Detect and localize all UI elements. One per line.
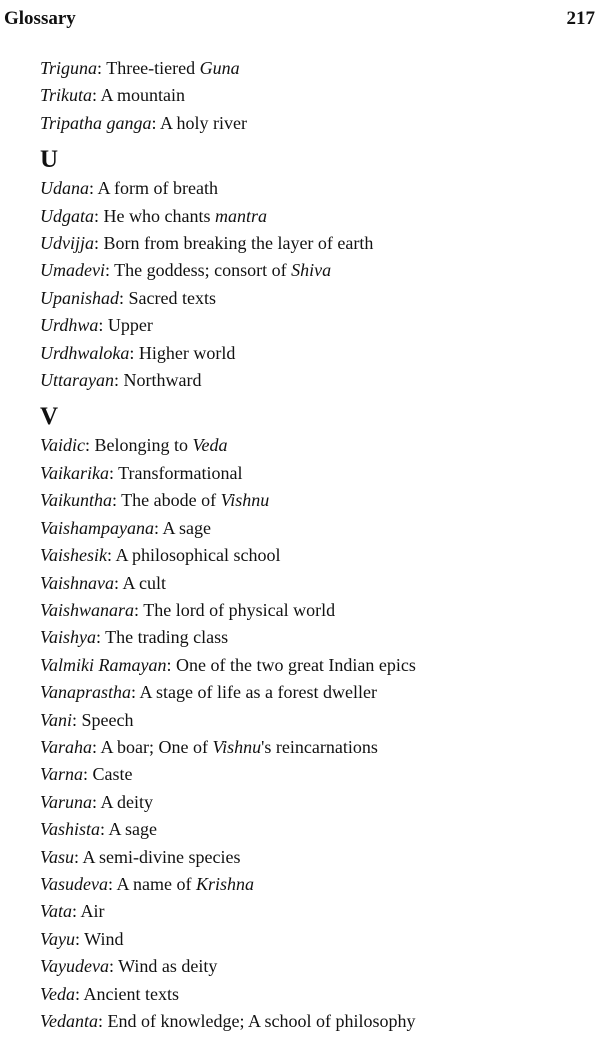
entry-term: Vayu [40, 928, 75, 949]
entry-term: Vaishesik [40, 545, 107, 566]
entry-definition: : Sacred texts [119, 287, 216, 308]
glossary-entry [40, 257, 596, 284]
glossary-entry [40, 487, 596, 514]
entry-definition: : End of knowledge; A school of philosophy [98, 1011, 416, 1031]
glossary-entry [40, 82, 596, 109]
entry-definition: : The abode of [112, 490, 221, 511]
glossary-entry [40, 312, 596, 339]
entry-definition: : Ancient texts [75, 983, 179, 1004]
glossary-entry [40, 432, 596, 459]
glossary-entry [40, 340, 596, 367]
entry-definition: : Wind as deity [108, 956, 218, 977]
entry-definition: : A stage of life as a forest dweller [131, 682, 377, 703]
glossary-entry [40, 203, 596, 230]
glossary-entry [40, 175, 596, 202]
glossary-entry [40, 652, 596, 679]
entry-emphasis: Vishnu [220, 490, 270, 511]
entry-definition: : Higher world [129, 342, 236, 363]
entry-definition: 's reincarnations [261, 736, 378, 757]
entry-term: Veda [40, 983, 75, 1004]
glossary-entry [40, 926, 596, 953]
section-gap [40, 394, 596, 402]
section-gap [40, 137, 596, 145]
entry-term: Vasudeva [40, 873, 108, 894]
entry-term: Udana [40, 178, 89, 199]
entry-definition: : Northward [114, 370, 202, 391]
glossary-entry [40, 953, 596, 980]
glossary-entry [40, 898, 596, 925]
running-title: Glossary [4, 8, 76, 29]
entry-emphasis: Vishnu [212, 736, 262, 757]
glossary-entry [40, 230, 596, 257]
entry-term: Valmiki Ramayan [40, 654, 167, 675]
entry-term: Uttarayan [40, 370, 114, 391]
entry-definition: : Speech [72, 709, 134, 730]
entry-term: Vedanta [40, 1011, 98, 1031]
entry-term: Varuna [40, 791, 93, 812]
glossary-entry [40, 734, 596, 761]
glossary-entry [40, 871, 596, 898]
entry-definition: : Three-tiered [97, 58, 200, 78]
entry-term: Vata [40, 901, 73, 922]
entry-term: Vaishnava [40, 572, 114, 593]
glossary-entry [40, 761, 596, 788]
entry-definition: : Upper [98, 315, 153, 336]
entry-term: Upanishad [40, 287, 120, 308]
entry-term: Vayudeva [40, 956, 109, 977]
entry-term: Udgata [40, 205, 94, 226]
glossary-entry [40, 515, 596, 542]
glossary-entry [40, 460, 596, 487]
entry-definition: : A form of breath [89, 178, 218, 199]
entry-definition: : A name of [107, 873, 196, 894]
page-number: 217 [566, 8, 595, 29]
entry-definition: : A sage [100, 819, 158, 840]
entry-definition: : The lord of physical world [134, 599, 336, 620]
entry-term: Vasu [40, 846, 75, 867]
entry-definition: : Caste [83, 764, 133, 785]
entry-emphasis: mantra [214, 205, 267, 226]
entry-definition: : A mountain [92, 85, 186, 106]
entry-term: Vaishampayana [40, 517, 154, 538]
glossary-entry [40, 679, 596, 706]
glossary-entry [40, 597, 596, 624]
entry-definition: : The trading class [96, 627, 229, 648]
glossary-entry [40, 55, 596, 82]
entry-emphasis: Krishna [195, 873, 255, 894]
entry-term: Vani [40, 709, 73, 730]
entry-definition: : A holy river [151, 112, 248, 133]
glossary-entry [40, 110, 596, 137]
glossary-entry [40, 981, 596, 1008]
entry-term: Tripatha ganga [40, 112, 152, 133]
entry-term: Triguna [40, 58, 98, 78]
entry-term: Umadevi [40, 260, 105, 281]
glossary-entry [40, 707, 596, 734]
glossary-entry [40, 1008, 596, 1035]
entry-definition: : He who chants [94, 205, 215, 226]
entry-definition: : A deity [92, 791, 154, 812]
entry-term: Vaikarika [40, 462, 109, 483]
entry-definition: : A semi-divine species [74, 846, 241, 867]
entry-term: Vaikuntha [40, 490, 112, 511]
entry-definition: : One of the two great Indian epics [166, 654, 416, 675]
glossary-entry [40, 789, 596, 816]
entry-emphasis: Veda [192, 435, 228, 456]
entry-term: Vaidic [40, 435, 85, 456]
page-header [0, 0, 600, 40]
entry-term: Vashista [40, 819, 101, 840]
entry-term: Varna [40, 764, 84, 785]
entry-term: Vaishwanara [40, 599, 135, 620]
glossary-entry [40, 624, 596, 651]
entry-definition: : A philosophical school [107, 545, 281, 566]
entry-definition: : A boar; One of [92, 736, 213, 757]
glossary-entry [40, 542, 596, 569]
entry-definition: : The goddess; consort of [104, 260, 292, 281]
entry-definition: : A cult [114, 572, 167, 593]
entry-term: Udvijja [40, 233, 94, 254]
entry-definition: : Wind [75, 928, 124, 949]
glossary-entry [40, 570, 596, 597]
entry-definition: : Born from breaking the layer of earth [94, 233, 374, 254]
entry-term: Trikuta [40, 85, 93, 106]
glossary-entry [40, 844, 596, 871]
entry-term: Urdhwa [40, 315, 99, 336]
glossary-entry [40, 816, 596, 843]
entry-term: Vaishya [40, 627, 96, 648]
glossary-list [40, 55, 596, 1035]
glossary-entry [40, 285, 596, 312]
entry-emphasis: Shiva [291, 260, 332, 281]
entry-definition: : Transformational [109, 462, 243, 483]
entry-term: Vanaprastha [40, 682, 132, 703]
section-heading-v: V [40, 403, 59, 431]
entry-definition: : A sage [154, 517, 211, 538]
entry-emphasis: Guna [199, 58, 240, 78]
entry-term: Urdhwaloka [40, 342, 130, 363]
entry-term: Varaha [40, 736, 93, 757]
entry-definition: : Belonging to [85, 435, 193, 456]
entry-definition: : Air [72, 901, 105, 922]
section-heading-u: U [40, 146, 59, 174]
glossary-entry [40, 367, 596, 394]
